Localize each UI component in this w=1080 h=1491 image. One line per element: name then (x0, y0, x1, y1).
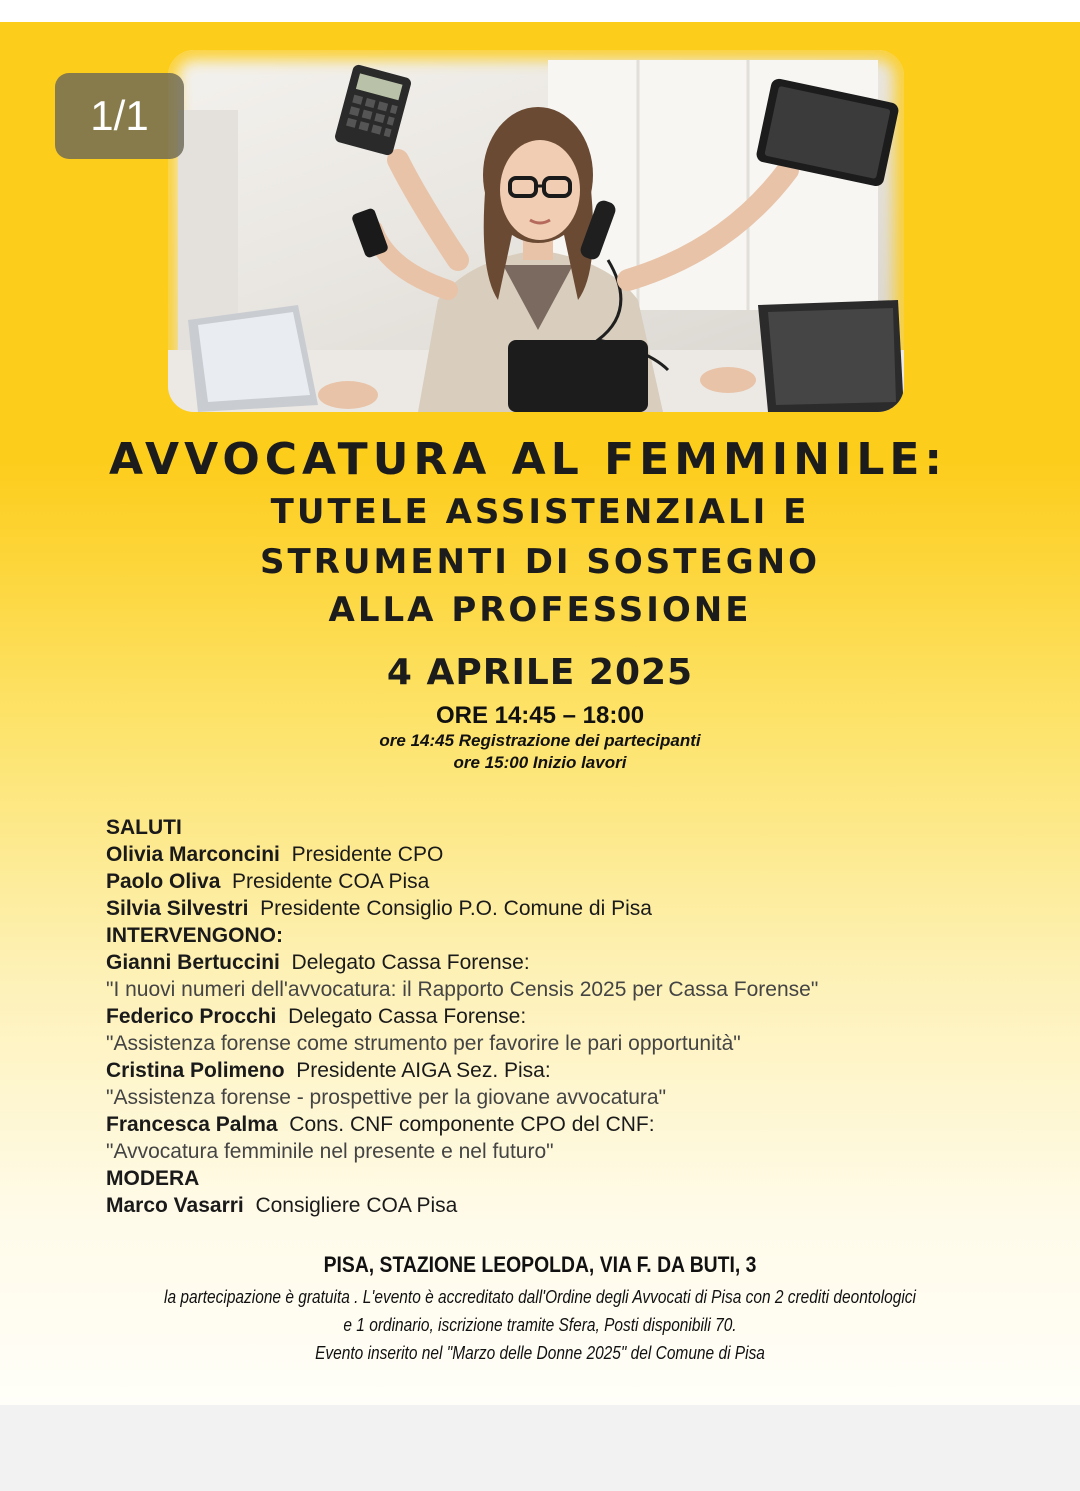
speaker-role: Consigliere COA Pisa (255, 1194, 458, 1217)
poster-title-line-4: ALLA PROFESSIONE (328, 590, 752, 630)
program-entry (106, 949, 1036, 976)
event-venue: PISA, STAZIONE LEOPOLDA, VIA F. DA BUTI, 3 (323, 1252, 757, 1277)
speaker-role: Delegato Cassa Forense: (291, 951, 530, 974)
speaker-role: Presidente COA Pisa (232, 870, 430, 893)
event-poster (0, 22, 1080, 1405)
registration-note: e 1 ordinario, iscrizione tramite Sfera, Posti disponibili 70. (343, 1315, 737, 1335)
poster-title-line-1: AVVOCATURA AL FEMMINILE: (108, 434, 948, 485)
program-entry (106, 1057, 1036, 1084)
speaker-name: Paolo Oliva (106, 870, 221, 893)
speaker-name: Cristina Polimeno (106, 1059, 285, 1082)
speaker-role: Presidente Consiglio P.O. Comune di Pisa (260, 897, 652, 920)
talk-title: "Assistenza forense - prospettive per la giovane avvocatura" (106, 1086, 667, 1109)
interventi-heading: INTERVENGONO: (106, 924, 283, 947)
viewer-background (0, 1405, 1080, 1491)
participation-note: la partecipazione è gratuita . L'evento è accreditato dall'Ordine degli Avvocati di Pisa con 2 crediti deontologici (164, 1287, 916, 1307)
page-counter: 1/1 (55, 73, 184, 159)
registration-time: ore 14:45 Registrazione dei partecipanti (379, 731, 701, 750)
top-strip (0, 0, 1080, 22)
speaker-name: Silvia Silvestri (106, 897, 249, 920)
speaker-name: Francesca Palma (106, 1113, 278, 1136)
program-entry (106, 1003, 1036, 1030)
program-entry (106, 1111, 1036, 1138)
event-program (106, 814, 1036, 1219)
speaker-name: Federico Procchi (106, 1005, 277, 1028)
saluti-heading: SALUTI (106, 816, 182, 839)
modera-heading: MODERA (106, 1167, 200, 1190)
speaker-name: Olivia Marconcini (106, 843, 280, 866)
event-hours: ORE 14:45 – 18:00 (435, 702, 645, 729)
poster-title-line-3: STRUMENTI DI SOSTEGNO (260, 542, 820, 582)
program-entry (106, 895, 1036, 922)
multitasking-woman-illustration (168, 50, 904, 412)
program-entry (106, 841, 1036, 868)
talk-title: "Assistenza forense come strumento per favorire le pari opportunità" (106, 1032, 741, 1055)
event-series-note: Evento inserito nel "Marzo delle Donne 2025" del Comune di Pisa (315, 1343, 765, 1363)
speaker-name: Marco Vasarri (106, 1194, 244, 1217)
program-entry (106, 1192, 1036, 1219)
speaker-role: Cons. CNF componente CPO del CNF: (289, 1113, 655, 1136)
speaker-role: Delegato Cassa Forense: (288, 1005, 527, 1028)
talk-title: "Avvocatura femminile nel presente e nel futuro" (106, 1140, 554, 1163)
speaker-name: Gianni Bertuccini (106, 951, 280, 974)
talk-title: "I nuovi numeri dell'avvocatura: il Rapporto Censis 2025 per Cassa Forense" (106, 978, 819, 1001)
poster-title-line-2: TUTELE ASSISTENZIALI E (270, 492, 810, 532)
poster-photo (168, 50, 904, 412)
start-time: ore 15:00 Inizio lavori (453, 753, 627, 772)
speaker-role: Presidente AIGA Sez. Pisa: (296, 1059, 551, 1082)
event-date: 4 APRILE 2025 (386, 652, 694, 693)
program-entry (106, 868, 1036, 895)
speaker-role: Presidente CPO (291, 843, 444, 866)
